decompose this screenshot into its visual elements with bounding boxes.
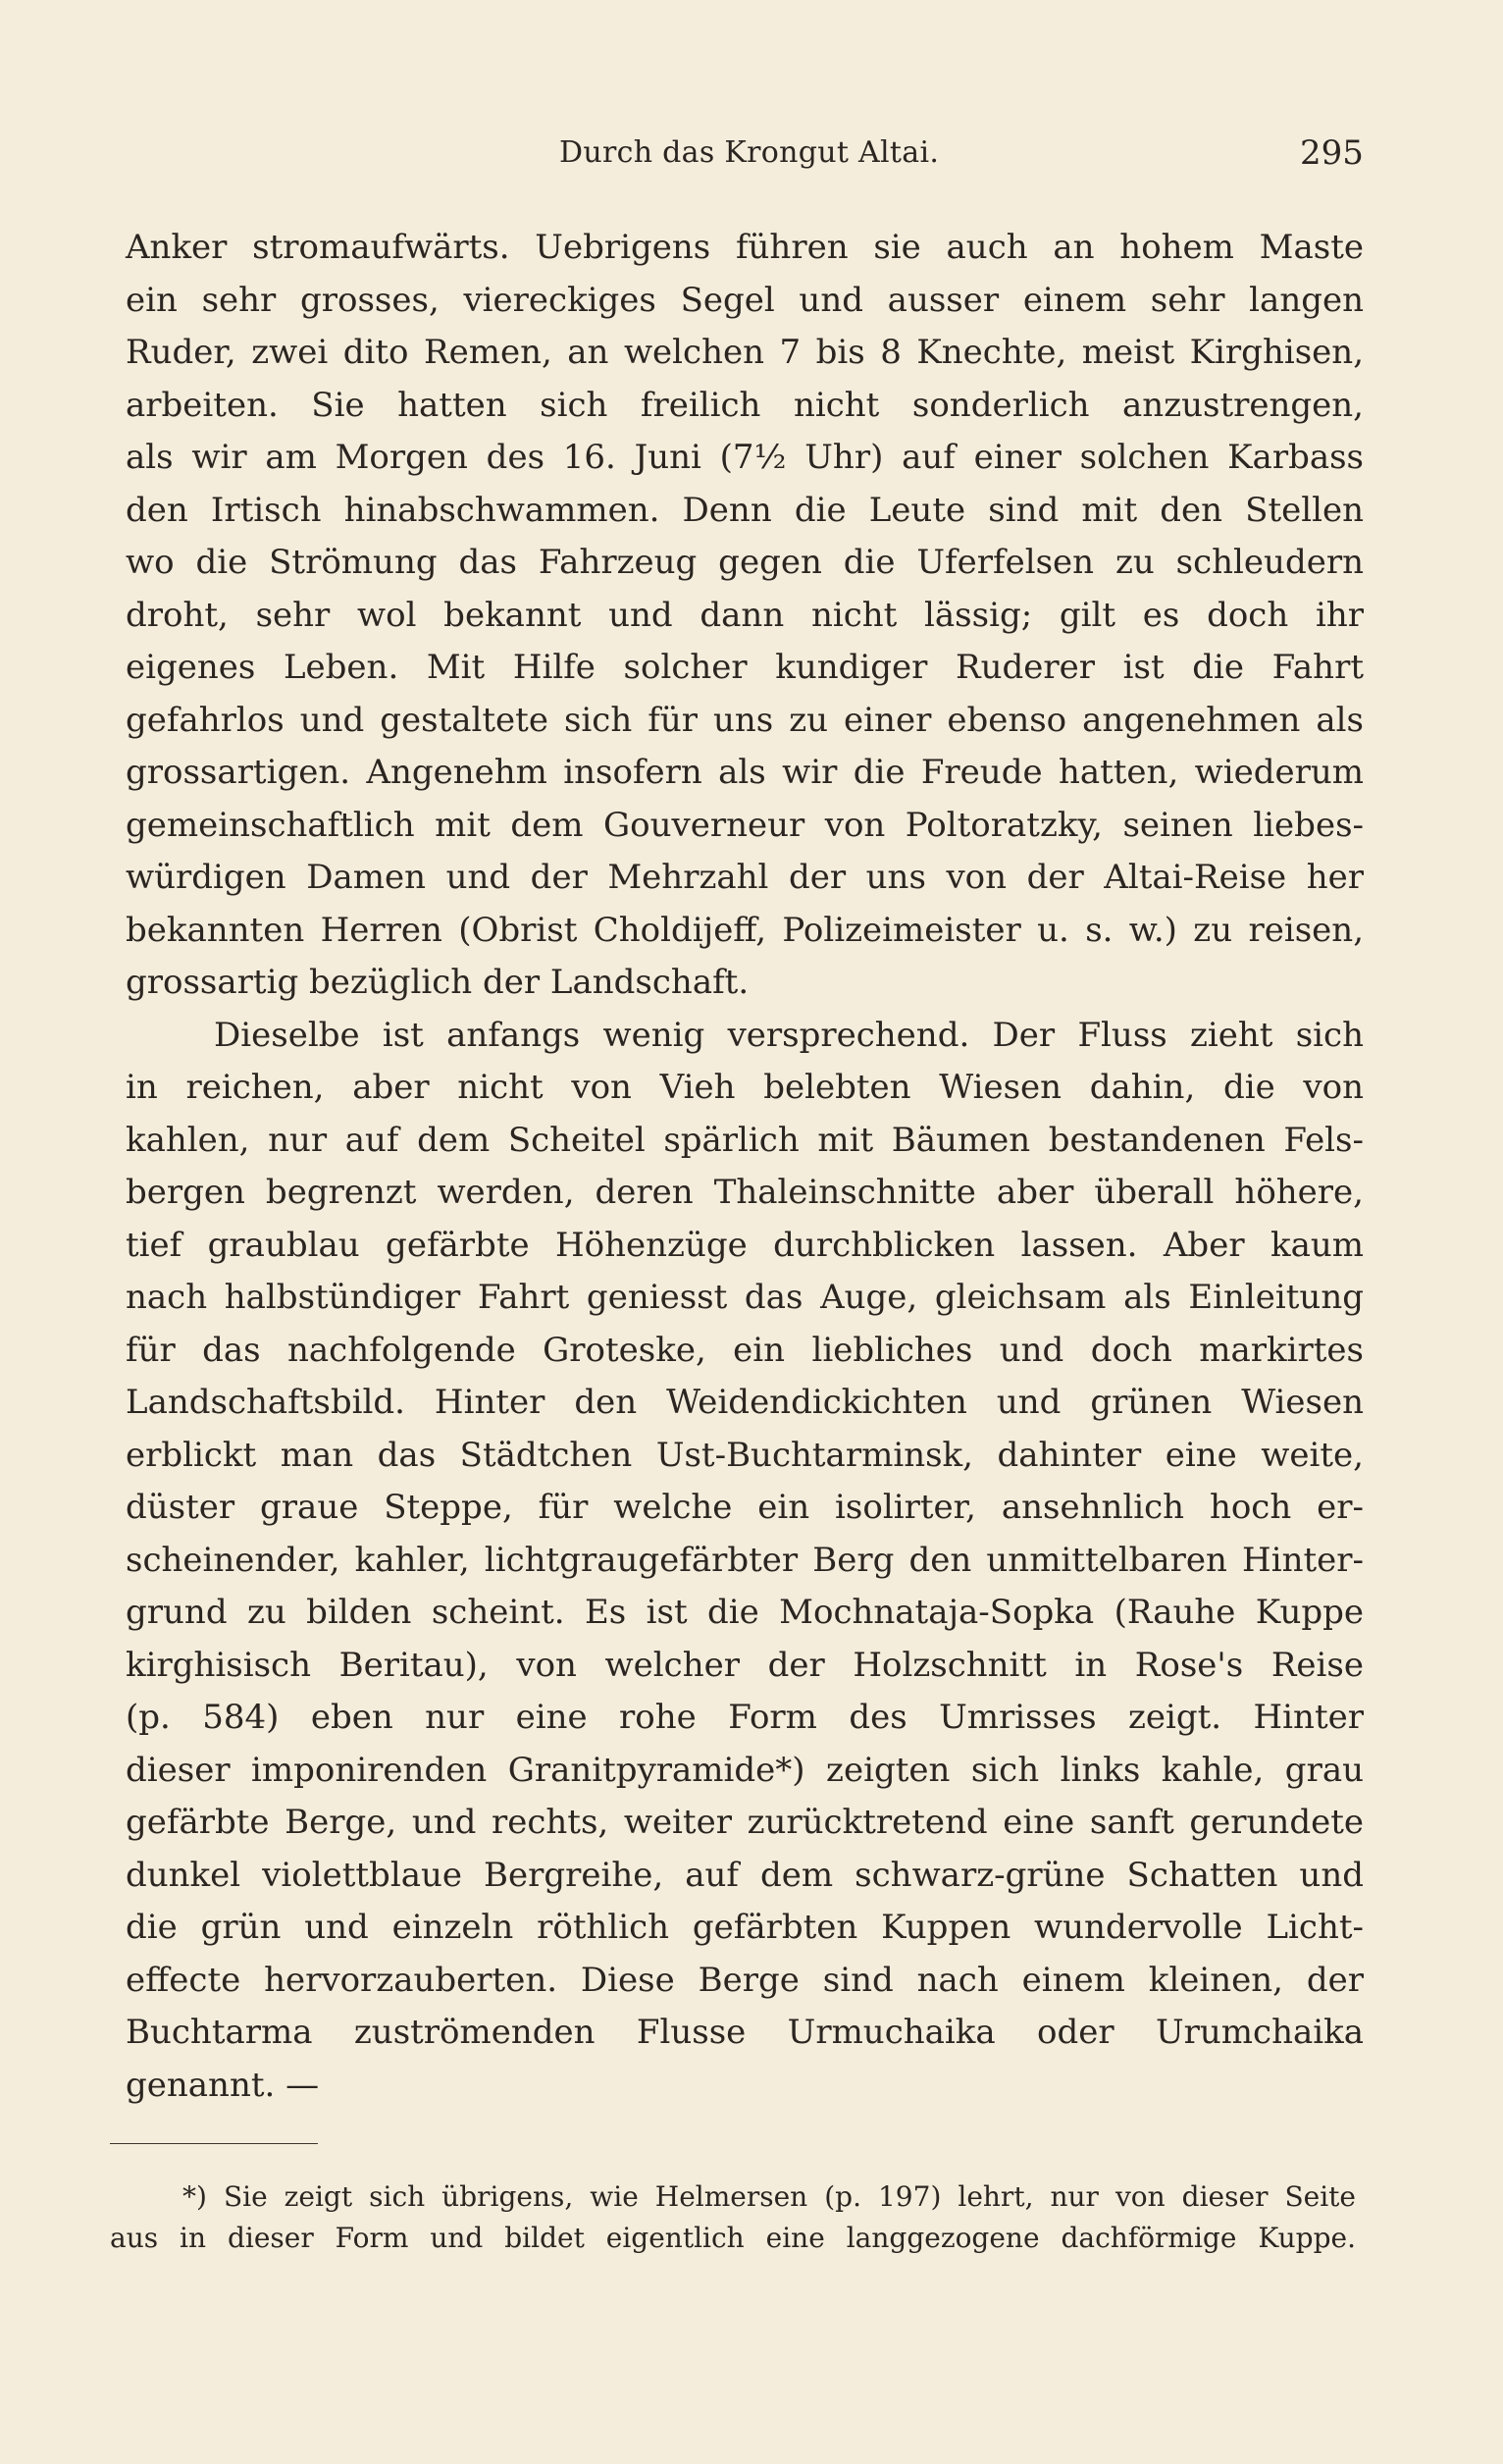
text-line: kahlen, nur auf dem Scheitel spärlich mit Bäumen bestandenen Fels- [126, 1120, 1364, 1160]
text-line: für das nachfolgende Groteske, ein liebliches und doch markirtes [126, 1330, 1364, 1370]
text-line: würdigen Damen und der Mehrzahl der uns von der Altai-Reise her [126, 858, 1364, 897]
text-line: Ruder, zwei dito Remen, an welchen 7 bis 8 Knechte, meist Kirghisen, [126, 333, 1364, 372]
text-line: grund zu bilden scheint. Es ist die Mochnataja-Sopka (Rauhe Kuppe [126, 1593, 1364, 1632]
text-line: grossartig bezüglich der Landschaft. [126, 963, 750, 1002]
text-line: effecte hervorzauberten. Diese Berge sind nach einem kleinen, der [126, 1960, 1364, 2000]
footnote-line: aus in dieser Form und bildet eigentlich eine langgezogene dachförmige Kuppe. [110, 2222, 1356, 2254]
footnote-divider [110, 2143, 318, 2144]
text-line: Anker stromaufwärts. Uebrigens führen sie auch an hohem Maste [126, 228, 1364, 267]
text-line: arbeiten. Sie hatten sich freilich nicht sonderlich anzustrengen, [126, 385, 1364, 425]
text-line: ein sehr grosses, viereckiges Segel und ausser einem sehr langen [126, 280, 1364, 320]
text-line: gefärbte Berge, und rechts, weiter zurücktretend eine sanft gerundete [126, 1803, 1364, 1842]
text-line: als wir am Morgen des 16. Juni (7½ Uhr) auf einer solchen Karbass [126, 438, 1364, 477]
text-line: düster graue Steppe, für welche ein isolirter, ansehnlich hoch er- [126, 1488, 1364, 1527]
text-line: grossartigen. Angenehm insofern als wir die Freude hatten, wiederum [126, 753, 1364, 792]
text-line: nach halbstündiger Fahrt geniesst das Auge, gleichsam als Einleitung [126, 1278, 1364, 1317]
page-number: 295 [1300, 133, 1364, 173]
footnote-line: *) Sie zeigt sich übrigens, wie Helmersen (p. 197) lehrt, nur von dieser Seite [182, 2180, 1356, 2213]
text-line: (p. 584) eben nur eine rohe Form des Umrisses zeigt. Hinter [126, 1698, 1364, 1737]
body-text [126, 222, 1364, 2112]
text-line: in reichen, aber nicht von Vieh belebten Wiesen dahin, die von [126, 1068, 1364, 1107]
text-line: tief graublau gefärbte Höhenzüge durchblicken lassen. Aber kaum [126, 1225, 1364, 1265]
text-line: scheinender, kahler, lichtgraugefärbter Berg den unmittelbaren Hinter- [126, 1540, 1364, 1580]
footnote [110, 2176, 1356, 2259]
text-line: dunkel violettblaue Bergreihe, auf dem schwarz-grüne Schatten und [126, 1855, 1364, 1895]
text-line: dieser imponirenden Granitpyramide*) zeigten sich links kahle, grau [126, 1750, 1364, 1790]
text-line: Landschaftsbild. Hinter den Weidendickichten und grünen Wiesen [126, 1383, 1364, 1422]
text-line: eigenes Leben. Mit Hilfe solcher kundiger Ruderer ist die Fahrt [126, 648, 1364, 687]
text-line: Dieselbe ist anfangs wenig versprechend. Der Fluss zieht sich [214, 1015, 1364, 1055]
text-line: droht, sehr wol bekannt und dann nicht lässig; gilt es doch ihr [126, 595, 1364, 635]
text-line: gemeinschaftlich mit dem Gouverneur von Poltoratzky, seinen liebes- [126, 805, 1364, 845]
running-title: Durch das Krongut Altai. [559, 135, 940, 170]
text-line: den Irtisch hinabschwammen. Denn die Leute sind mit den Stellen [126, 490, 1364, 530]
page-header [0, 135, 1503, 184]
text-line: Buchtarma zuströmenden Flusse Urmuchaika oder Urumchaika [126, 2013, 1364, 2052]
text-line: bekannten Herren (Obrist Choldijeff, Polizeimeister u. s. w.) zu reisen, [126, 910, 1364, 950]
text-line: gefahrlos und gestaltete sich für uns zu einer ebenso angenehmen als [126, 700, 1364, 740]
text-line: erblickt man das Städtchen Ust-Buchtarminsk, dahinter eine weite, [126, 1435, 1364, 1475]
text-line: genannt. — [126, 2065, 320, 2105]
text-line: bergen begrenzt werden, deren Thaleinschnitte aber überall höhere, [126, 1173, 1364, 1212]
text-line: kirghisisch Beritau), von welcher der Holzschnitt in Rose's Reise [126, 1645, 1364, 1685]
text-line: wo die Strömung das Fahrzeug gegen die Uferfelsen zu schleudern [126, 543, 1364, 582]
text-line: die grün und einzeln röthlich gefärbten Kuppen wundervolle Licht- [126, 1908, 1364, 1947]
